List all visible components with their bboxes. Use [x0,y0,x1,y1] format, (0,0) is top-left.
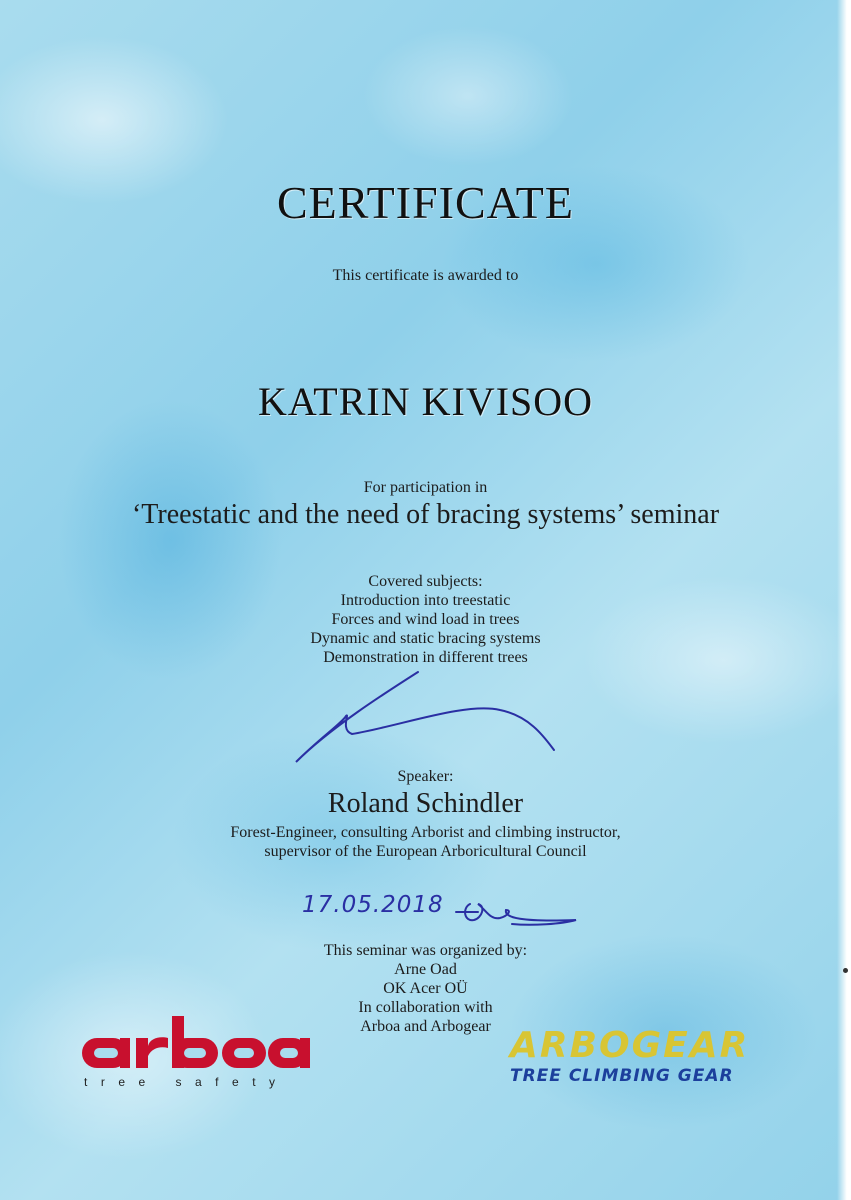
organized-label: This seminar was organized by: [323,942,528,959]
arbogear-logo [510,1026,749,1086]
organizer-line: In collaboration with [358,999,493,1016]
organizer-line: Arboa and Arbogear [360,1018,491,1035]
organizer-line: Arne Oad [394,961,457,978]
arbogear-wordmark: ARBOGEAR [510,1025,750,1066]
organizer-line: OK Acer OÜ [383,980,468,997]
covered-subjects [0,572,851,667]
covered-subjects-label: Covered subjects: [368,573,483,590]
seminar-title: ‘Treestatic and the need of bracing systems’ seminar [131,499,720,530]
handwritten-date: 17.05.2018 [302,892,444,918]
speaker-description-line: supervisor of the European Arboricultural Council [264,843,587,860]
speaker-description [0,823,851,861]
subject-item: Demonstration in different trees [323,649,528,666]
arboa-logo [80,1012,312,1092]
subject-item: Dynamic and static bracing systems [310,630,541,647]
recipient-name: KATRIN KIVISOO [257,379,594,424]
arbogear-tagline: TREE CLIMBING GEAR [510,1066,734,1086]
speaker-name: Roland Schindler [327,788,524,819]
certificate-title: CERTIFICATE [276,177,575,228]
subject-item: Forces and wind load in trees [331,611,520,628]
speaker-description-line: Forest-Engineer, consulting Arborist and climbing instructor, [230,824,621,841]
speaker-label: Speaker: [397,768,454,785]
awarded-text: This certificate is awarded to [332,267,519,284]
arboa-tagline: tree safety [84,1075,289,1089]
subject-item: Introduction into treestatic [340,592,511,609]
ink-dot [843,968,848,973]
date-signature [452,896,582,932]
speaker-signature [290,668,560,768]
participation-text: For participation in [363,479,488,496]
